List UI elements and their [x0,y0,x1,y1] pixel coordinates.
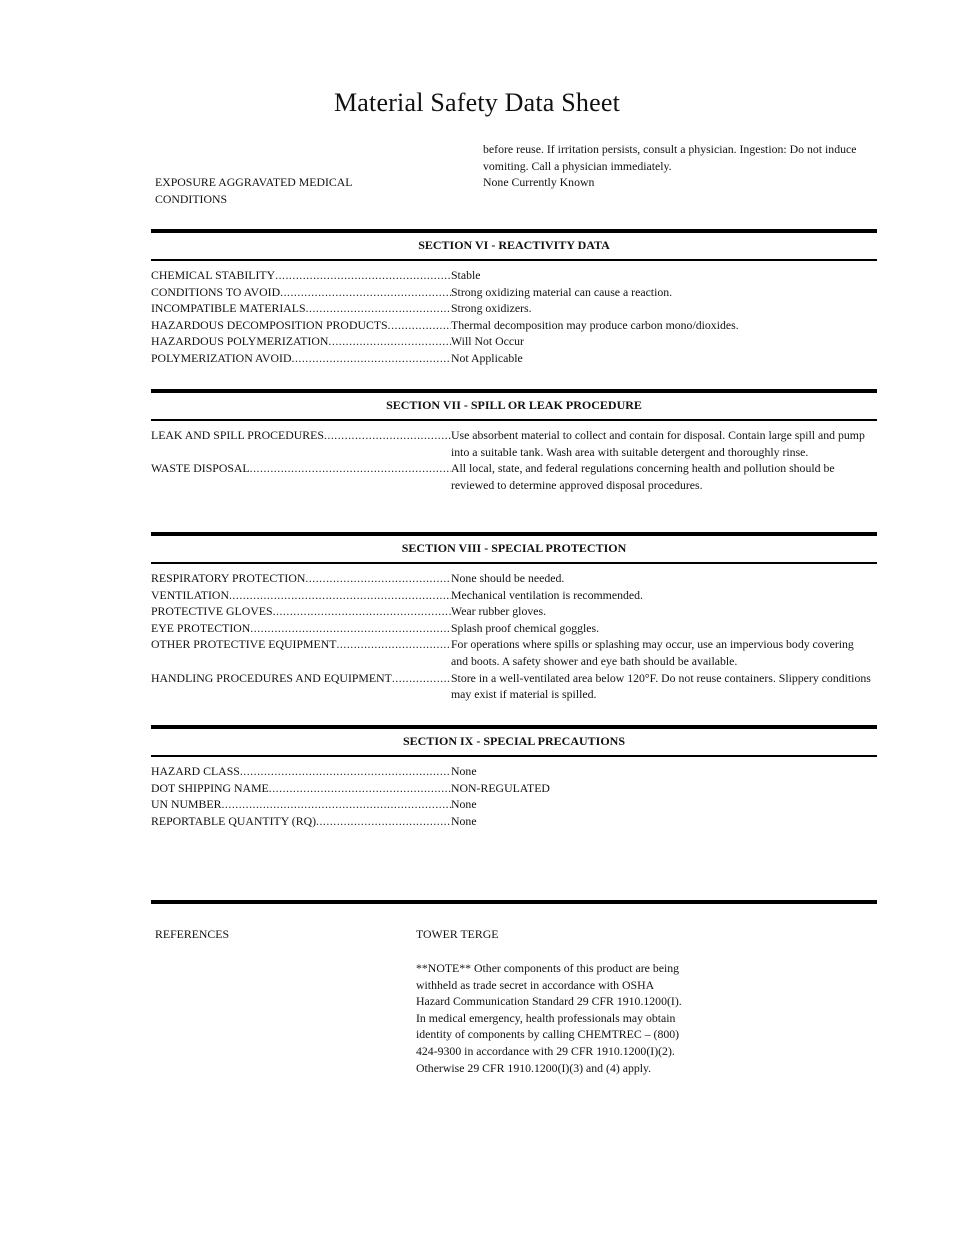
row-label: EYE PROTECTION [151,620,251,635]
row-value: None [451,764,477,778]
section-vii-rows [151,427,877,493]
row-value: Store in a well-ventilated area below 120°F. Do not reuse containers. Slippery conditions may exist if material is spilled. [451,670,871,702]
row-value: NON-REGULATED [451,780,550,795]
row-value: Stable [451,268,481,282]
first-aid-continuation: before reuse. If irritation persists, consult a physician. Ingestion: Do not induce vomiting. Call a physician immediately. [483,142,857,173]
row-label: WASTE DISPOSAL [151,461,250,476]
exposure-label-line2: CONDITIONS [155,191,228,206]
table-row [151,300,877,317]
row-label: VENTILATION [151,587,229,602]
leader-dots [240,763,451,780]
table-row [151,284,877,301]
row-label: CHEMICAL STABILITY [151,268,276,282]
section-viii-bottom-rule [151,562,877,564]
row-label: PROTECTIVE GLOVES [151,604,273,619]
references-rule [151,900,877,904]
row-value: Not Applicable [451,350,523,365]
section-vi-bottom-rule [151,259,877,261]
exposure-label-line1: EXPOSURE AGGRAVATED MEDICAL [155,175,353,189]
section-ix-top-rule [151,725,877,729]
leader-dots [306,300,451,317]
leader-dots [250,460,451,493]
table-row [151,670,877,703]
leader-dots [229,587,451,604]
section-ix-title: SECTION IX - SPECIAL PRECAUTIONS [402,734,626,748]
row-value: Will Not Occur [451,334,524,349]
table-row [151,333,877,350]
trade-secret-note: **NOTE** Other components of this product are being withheld as trade secret in accordance with OSHA Hazard Communication Standard 29 CFR 1910.1200(I). In medical emergency, health professionals may obtain identity of components by calling CHEMTREC – (800) 424-9300 in accordance with 29 CFR 1910.1200(I)(2). Otherwise 29 CFR 1910.1200(I)(3) and (4) apply. [416,961,682,1075]
row-label: CONDITIONS TO AVOID [151,284,281,299]
product-name: TOWER TERGE [416,927,499,941]
leader-dots [388,317,451,334]
section-vii-bottom-rule [151,419,877,421]
row-label: INCOMPATIBLE MATERIALS [151,301,306,316]
leader-dots [273,603,451,620]
row-label: LEAK AND SPILL PROCEDURES [151,428,324,442]
row-value: Use absorbent material to collect and contain for disposal. Contain large spill and pump into a suitable tank. Wash area with suitable detergent and thoroughly rinse. [451,428,865,459]
exposure-aggravated-value: None Currently Known [483,175,595,189]
table-row [151,780,877,797]
table-row [151,427,877,460]
leader-dots [324,427,451,460]
row-value: All local, state, and federal regulations concerning health and pollution should be reviewed to determine approved disposal procedures. [451,461,835,492]
leader-dots [269,780,451,797]
row-value: Thermal decomposition may produce carbon mono/dioxides. [451,317,739,332]
leader-dots [250,620,451,637]
table-row [151,603,877,620]
table-row [151,350,877,367]
row-value: For operations where spills or splashing may occur, use an impervious body covering and boots. A safety shower and eye bath should be available. [451,637,854,668]
table-row [151,813,877,830]
section-vii-title: SECTION VII - SPILL OR LEAK PROCEDURE [386,398,642,412]
table-row [151,620,877,637]
row-label: POLYMERIZATION AVOID [151,350,292,365]
table-row [151,587,877,604]
leader-dots [392,670,451,703]
row-label: HAZARDOUS POLYMERIZATION [151,334,329,349]
table-row [151,570,877,587]
section-vi-rows [151,267,877,367]
leader-dots [280,284,451,301]
row-value: Wear rubber gloves. [451,604,547,619]
row-value: Strong oxidizers. [451,301,532,316]
row-label: HANDLING PROCEDURES AND EQUIPMENT [151,670,392,685]
row-value: None [451,813,477,828]
section-vi-title: SECTION VI - REACTIVITY DATA [418,238,610,252]
page-title: Material Safety Data Sheet [333,88,621,117]
row-label: REPORTABLE QUANTITY (RQ) [151,813,317,828]
leader-dots [316,813,451,830]
leader-dots [336,636,451,669]
leader-dots [328,333,451,350]
row-label: OTHER PROTECTIVE EQUIPMENT [151,637,337,652]
section-vi-top-rule [151,229,877,233]
section-viii-title: SECTION VIII - SPECIAL PROTECTION [401,541,627,555]
row-value: Strong oxidizing material can cause a reaction. [451,284,673,299]
row-label: HAZARDOUS DECOMPOSITION PRODUCTS [151,317,388,332]
section-vii-top-rule [151,389,877,393]
references-label: REFERENCES [155,927,230,941]
section-ix-bottom-rule [151,755,877,757]
leader-dots [221,796,451,813]
row-label: DOT SHIPPING NAME [151,780,269,795]
table-row [151,317,877,334]
section-viii-rows [151,570,877,703]
table-row [151,460,877,493]
row-label: HAZARD CLASS [151,764,240,778]
row-value: Splash proof chemical goggles. [451,620,600,635]
table-row [151,636,877,669]
row-value: Mechanical ventilation is recommended. [451,587,643,602]
row-value: None should be needed. [451,571,565,585]
leader-dots [305,570,451,587]
row-label: RESPIRATORY PROTECTION [151,571,306,585]
leader-dots [275,267,451,284]
table-row [151,267,877,284]
section-ix-rows [151,763,877,829]
table-row [151,763,877,780]
section-viii-top-rule [151,532,877,536]
exposure-aggravated-label [155,174,455,207]
row-value: None [451,797,477,812]
leader-dots [292,350,452,367]
table-row [151,796,877,813]
row-label: UN NUMBER [151,797,222,812]
